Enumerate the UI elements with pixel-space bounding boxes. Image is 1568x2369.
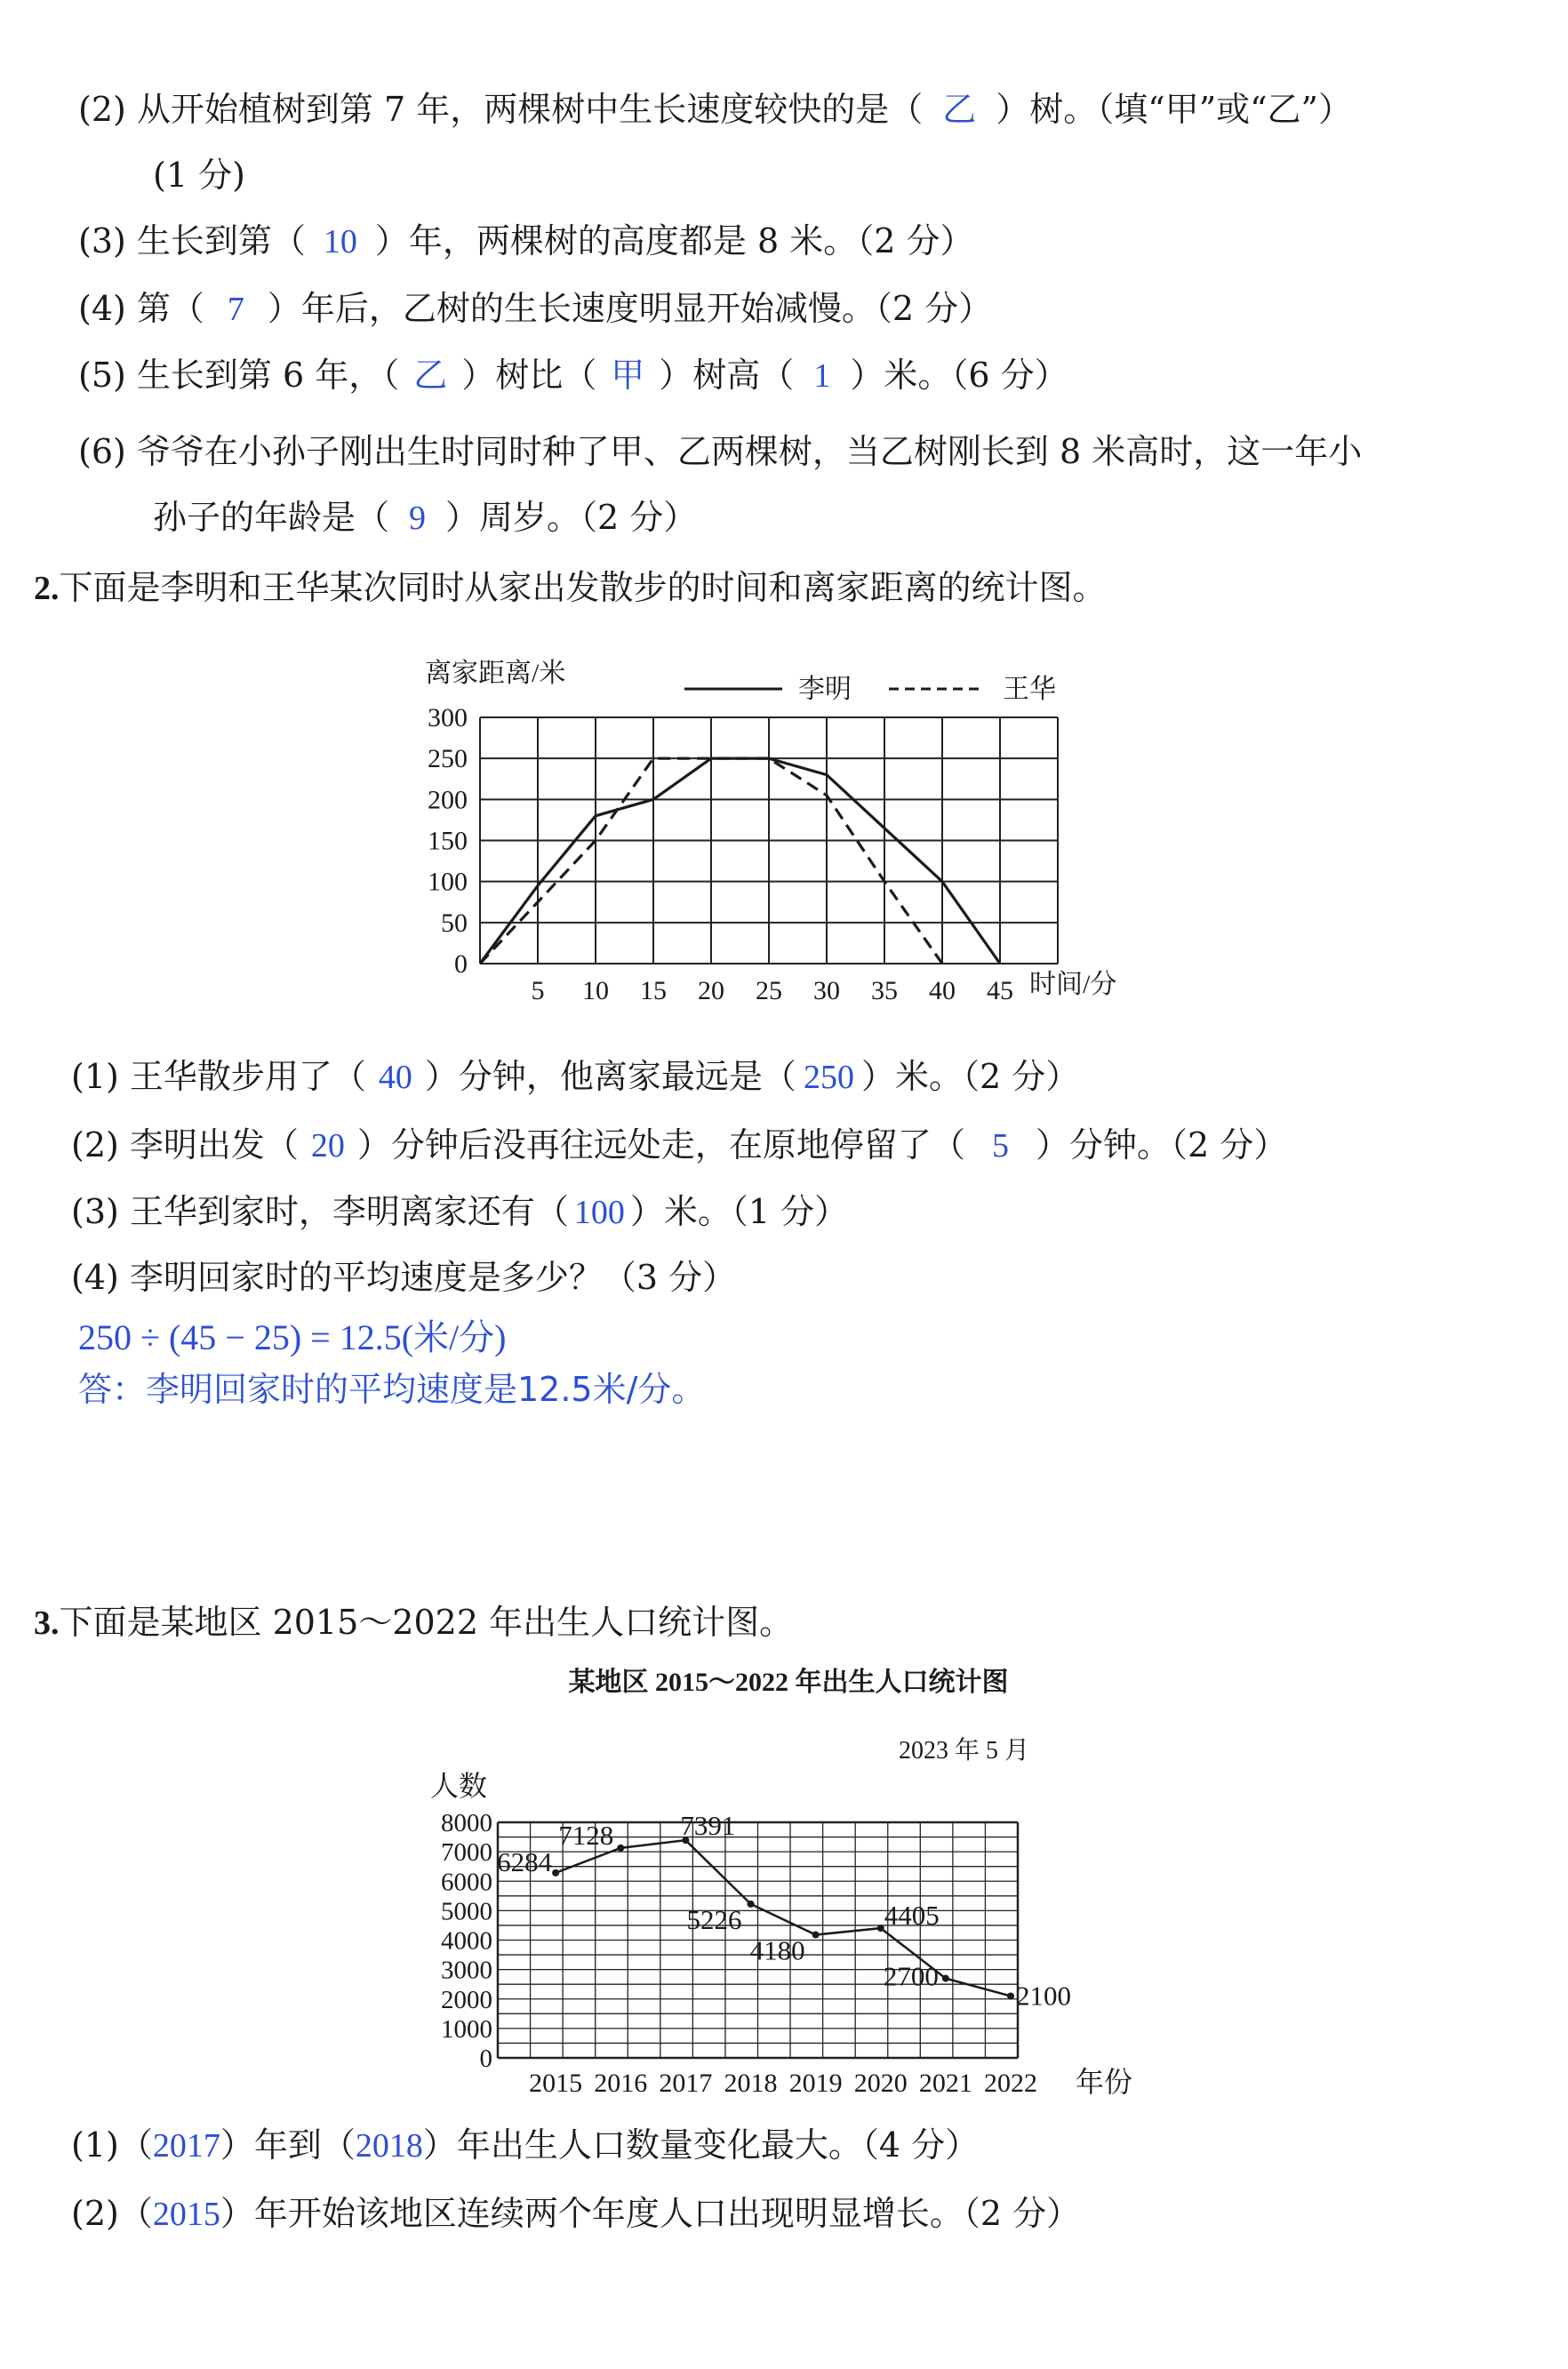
q1-part3	[78, 219, 974, 264]
chart2-subtitle: 2023 年 5 月	[898, 1737, 1029, 1765]
distance-time-chart	[391, 644, 1568, 1018]
chart1-x-tick-label: 20	[698, 976, 724, 1005]
chart2-y-tick-label: 1000	[441, 2014, 492, 2044]
q1-part2-score-text: (1 分)	[153, 156, 245, 195]
q1-part4	[78, 286, 992, 332]
q2-part1-text-e: ）米。（2 分）	[860, 1057, 1080, 1096]
q3-part2	[71, 2191, 1080, 2237]
chart2-data-point	[1007, 1992, 1014, 1999]
q3-part1-text-c: ）年到（	[220, 2125, 356, 2165]
chart2-y-tick-label: 6000	[441, 1868, 492, 1897]
chart1-y-ticks	[428, 703, 468, 979]
q2-part2-text-c: ）分钟后没再往远处走，在原地停留了（	[356, 1125, 965, 1164]
chart2-y-ticks	[441, 1809, 492, 2073]
chart1-series-line-1	[480, 758, 1000, 964]
q3-part2-text-c: ）年开始该地区连续两个年度人口出现明显增长。（2 分）	[220, 2194, 1081, 2233]
chart2-y-axis-label: 人数	[430, 1770, 488, 1802]
q2-part2-answer-2: 5	[991, 1127, 1009, 1164]
q3-heading	[34, 1600, 793, 1645]
q2-answer-text: 答：李明回家时的平均速度是12.5米/分。	[78, 1370, 706, 1409]
q1-part2	[78, 87, 1352, 132]
chart1-y-tick-label: 150	[428, 826, 468, 856]
chart2-x-tick-label: 2022	[984, 2069, 1037, 2098]
chart2-title: 某地区 2015～2022 年出生人口统计图	[568, 1668, 1009, 1697]
chart2-data-point	[617, 1845, 624, 1852]
chart1-grid	[480, 717, 1058, 964]
q1-part5-answer-1: 乙	[413, 357, 448, 395]
chart2-x-ticks	[529, 2069, 1037, 2098]
chart2-data-label: 2100	[1016, 1980, 1071, 2012]
chart2-y-tick-label: 7000	[441, 1838, 492, 1868]
q2-part1	[71, 1054, 1079, 1100]
q1-part2-score	[153, 153, 245, 197]
q2-part2-text-a: (2) 李明出发（	[71, 1125, 299, 1164]
q1-part6-text-pre: 孙子的年龄是（	[153, 498, 390, 537]
chart2-x-tick-label: 2017	[659, 2069, 713, 2098]
chart2-data-label: 5226	[686, 1903, 742, 1935]
q1-part6-text-post: ）周岁。（2 分）	[445, 498, 698, 537]
q1-part2-text-end: ）树。（填“甲”或“乙”）	[996, 90, 1352, 129]
q2-part2-answer-1: 20	[310, 1127, 345, 1164]
q1-part5	[78, 353, 1068, 398]
q1-part5-text-g: ）米。（6 分）	[850, 356, 1068, 395]
chart2-y-tick-label: 4000	[441, 1926, 492, 1956]
q1-part5-answer-2: 甲	[611, 357, 645, 395]
q2-part3-text-c: ）米。（1 分）	[629, 1192, 849, 1231]
q2-part4-text: (4) 李明回家时的平均速度是多少？（3 分）	[71, 1258, 737, 1297]
q2-part3	[71, 1189, 848, 1235]
chart2-data-point	[812, 1932, 820, 1939]
chart2-y-tick-label: 8000	[441, 1809, 492, 1837]
q1-part3-text: (3) 生长到第（	[78, 221, 306, 260]
chart2-data-point	[552, 1869, 559, 1877]
chart1-y-tick-label: 200	[428, 785, 468, 815]
q1-part5-answer-3: 1	[813, 357, 831, 395]
q1-part4-answer: 7	[227, 291, 244, 328]
q2-part1-text-a: (1) 王华散步用了（	[71, 1057, 366, 1096]
q2-number: 2.	[34, 570, 60, 607]
q1-part3-text-end: ）年，两棵树的高度都是 8 米。（2 分）	[374, 221, 974, 260]
q2-answer	[78, 1367, 705, 1412]
q2-part2-text-e: ）分钟。（2 分）	[1035, 1125, 1288, 1164]
chart1-y-tick-label: 0	[454, 949, 468, 979]
q3-part1-answer-1: 2017	[152, 2127, 220, 2165]
chart1-y-axis-label: 离家距离/米	[425, 659, 566, 688]
chart1-x-ticks	[532, 976, 1014, 1005]
chart1-x-axis-label: 时间/分	[1029, 970, 1117, 999]
chart1-x-tick-label: 40	[929, 976, 956, 1005]
chart1-legend-label-1: 李明	[798, 675, 852, 704]
chart2-data-point	[942, 1975, 949, 1982]
chart2-data-label: 6284	[497, 1845, 553, 1877]
chart1-x-tick-label: 25	[756, 976, 782, 1005]
chart2-series-line	[556, 1840, 1011, 1996]
q1-part5-text-c: ）树比（	[461, 356, 597, 395]
chart1-x-tick-label: 45	[987, 976, 1013, 1005]
q3-part1-text-a: (1)（	[71, 2125, 153, 2165]
chart1-x-tick-label: 30	[813, 976, 840, 1005]
chart2-data-label: 4180	[749, 1934, 805, 1966]
q1-part2-answer: 乙	[942, 92, 977, 129]
chart1-x-tick-label: 35	[871, 976, 898, 1005]
chart2-data-label: 2700	[883, 1960, 939, 1992]
q3-part2-answer: 2015	[152, 2196, 220, 2233]
chart1-y-tick-label: 300	[428, 703, 468, 732]
chart2-data-point	[748, 1901, 755, 1908]
chart1-x-tick-label: 10	[582, 976, 609, 1005]
chart2-x-tick-label: 2021	[918, 2069, 972, 2098]
chart2-data-point	[877, 1925, 884, 1932]
q2-part1-text-c: ）分钟，他离家最远是（	[424, 1057, 796, 1096]
q2-part1-answer-1: 40	[378, 1059, 412, 1096]
q2-part2	[71, 1123, 1287, 1168]
chart2-x-tick-label: 2016	[594, 2069, 648, 2098]
q2-calculation	[78, 1316, 506, 1360]
chart2-x-tick-label: 2018	[724, 2069, 778, 2098]
chart1-y-tick-label: 100	[428, 867, 468, 897]
q3-part2-text-a: (2)（	[71, 2194, 153, 2233]
q1-part4-text-end: ）年后，乙树的生长速度明显开始减慢。（2 分）	[267, 289, 993, 328]
q2-calculation-text: 250 ÷ (45 − 25) = 12.5(米/分)	[78, 1317, 507, 1357]
q3-part1-text-e: ）年出生人口数量变化最大。（4 分）	[422, 2125, 980, 2165]
q1-part2-text: (2) 从开始植树到第 7 年，两棵树中生长速度较快的是（	[78, 90, 924, 129]
chart2-y-tick-label: 0	[479, 2045, 492, 2073]
q2-part1-answer-2: 250	[803, 1059, 854, 1096]
chart2-x-tick-label: 2019	[788, 2069, 843, 2098]
q3-part1	[71, 2123, 979, 2168]
chart2-y-tick-label: 2000	[441, 1985, 492, 2014]
birth-population-chart	[391, 1653, 1564, 2116]
chart1-y-tick-label: 50	[441, 908, 468, 938]
q2-part3-text-a: (3) 王华到家时，李明离家还有（	[71, 1192, 569, 1231]
chart1-x-tick-label: 5	[531, 976, 545, 1005]
chart2-data-label: 7391	[680, 1810, 736, 1842]
chart2-data-label: 4405	[884, 1900, 940, 1932]
q1-part4-text: (4) 第（	[78, 289, 204, 328]
q2-heading	[34, 565, 1107, 611]
q1-part5-text-a: (5) 生长到第 6 年，（	[78, 356, 400, 395]
q1-part6-line2	[153, 495, 697, 540]
chart2-x-axis-label: 年份	[1076, 2066, 1133, 2098]
q3-part1-answer-2: 2018	[355, 2127, 423, 2165]
q1-part6-answer: 9	[409, 500, 427, 537]
chart2-y-tick-label: 3000	[441, 1956, 492, 1985]
chart2-data-label: 7128	[558, 1819, 614, 1851]
q1-part5-text-e: ）树高（	[659, 356, 795, 395]
chart2-x-tick-label: 2020	[853, 2069, 908, 2098]
chart1-series	[480, 758, 1000, 964]
chart1-y-tick-label: 250	[428, 744, 468, 774]
q2-part4	[71, 1255, 736, 1300]
q3-title: 下面是某地区 2015～2022 年出生人口统计图。	[59, 1603, 794, 1642]
chart2-y-tick-label: 5000	[441, 1897, 492, 1926]
q1-part3-answer: 10	[323, 223, 357, 260]
chart1-legend-label-2: 王华	[1003, 675, 1056, 704]
q3-number: 3.	[34, 1605, 60, 1642]
q2-part3-answer: 100	[573, 1194, 625, 1231]
q2-title: 下面是李明和王华某次同时从家出发散步的时间和离家距离的统计图。	[59, 568, 1107, 607]
chart2-x-tick-label: 2015	[529, 2069, 583, 2098]
q1-part6-text: (6) 爷爷在小孙子刚出生时同时种了甲、乙两棵树，当乙树刚长到 8 米高时，这一年小	[78, 432, 1363, 471]
q1-part6-line1	[78, 429, 1362, 474]
chart1-x-tick-label: 15	[640, 976, 667, 1005]
